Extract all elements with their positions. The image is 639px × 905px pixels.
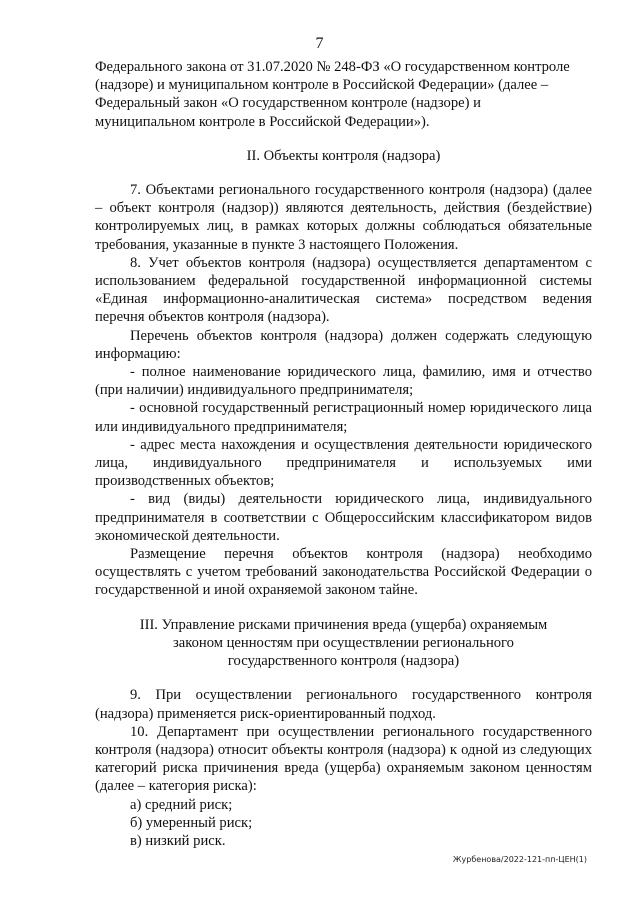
text-line: 7. Объектами регионального государственного контроля (надзора) — [130, 182, 549, 199]
text-line: в) низкий риск. — [130, 832, 226, 849]
list-item-a — [95, 796, 592, 814]
text-line: Федерального закона от 31.07.2020 № 248-ФЗ «О государственном контроле — [95, 59, 570, 75]
text-line: а) средний риск; — [130, 796, 233, 813]
text-line: муниципальном контроле в Российской Федерации»). — [95, 113, 430, 130]
text-line: 10. Департамент при осуществлении регионального государственного — [130, 723, 592, 740]
text-line: 8. Учет объектов контроля (надзора) осуществляется департаментом с — [130, 254, 592, 271]
paragraph-10 — [95, 723, 592, 796]
text-line: о государственной и иной охраняемой законом тайне. — [95, 564, 592, 599]
text-line: - адрес места нахождения и осуществления деятельности юридического — [130, 436, 592, 453]
text-line: - вид (виды) деятельности юридического лица, индивидуального — [130, 491, 592, 508]
text-line: осуществлять с учетом требований законодательства Российской Федерации — [95, 564, 580, 581]
text-line: перечня объектов контроля (надзора). — [95, 309, 330, 326]
text-line: обязательные требования, указанные в пункте 3 настоящего Положения. — [95, 218, 592, 253]
paragraph-continuation — [95, 58, 592, 131]
paragraph-9 — [95, 686, 592, 722]
text-line: (далее – объект контроля (надзор)) являются деятельность, действия — [95, 182, 592, 217]
heading-line: III. Управление рисками причинения вреда (ущерба) охраняемым — [139, 616, 548, 633]
text-line: (бездействие) контролируемых лиц, в рамках которых должны соблюдаться — [95, 200, 592, 235]
list-item — [95, 490, 592, 545]
text-line: использованием федеральной государственной информационной системы — [95, 273, 592, 290]
section-heading-2 — [95, 147, 592, 165]
paragraph-8 — [95, 254, 592, 327]
list-item-b — [95, 814, 592, 832]
text-line: (надзора) применяется риск-ориентированный подход. — [95, 705, 436, 722]
paragraph-7 — [95, 181, 592, 254]
document-body — [95, 58, 592, 850]
list-item-c — [95, 832, 592, 850]
text-line: - основной государственный регистрационный номер юридического — [130, 400, 559, 417]
page-number: 7 — [315, 35, 324, 52]
document-footer-code: Журбенова/2022-121-пп-ЦЕН(1) — [452, 855, 587, 864]
text-line: Перечень объектов контроля (надзора) должен содержать следующую — [130, 327, 592, 344]
section-heading-3 — [95, 616, 592, 671]
text-line: - полное наименование юридического лица, фамилию, имя и отчество — [130, 364, 592, 381]
text-line: следующих категорий риска причинения вреда (ущерба) охраняемым — [95, 741, 592, 777]
list-item — [95, 399, 592, 435]
text-line: производственных объектов; — [95, 473, 275, 490]
text-line: лица, индивидуального предпринимателя и используемых ими — [95, 455, 592, 472]
text-line: предпринимателя в соответствии с Общероссийским классификатором видов — [95, 509, 592, 526]
text-line: (при наличии) индивидуального предпринимателя; — [95, 382, 414, 399]
heading-line: II. Объекты контроля (надзора) — [246, 147, 441, 164]
text-line: 9. При осуществлении регионального государственного контроля — [130, 687, 592, 704]
text-line: б) умеренный риск; — [130, 814, 253, 831]
list-item — [95, 436, 592, 491]
text-line: информацию: — [95, 345, 181, 362]
text-line: законом ценностям (далее – категория риска): — [95, 760, 592, 795]
heading-line: государственного контроля (надзора) — [227, 653, 460, 670]
text-line: контроля (надзора) относит объекты контроля (надзора) к одной из — [95, 741, 516, 758]
text-line: лица или индивидуального предпринимателя; — [95, 400, 592, 435]
heading-line: законом ценностям при осуществлении регионального — [173, 634, 514, 651]
text-line: экономической деятельности. — [95, 527, 280, 544]
paragraph-placement — [95, 545, 592, 600]
list-item — [95, 363, 592, 399]
text-line: Федеральный закон «О государственном контроле (надзоре) и — [95, 95, 481, 112]
paragraph-list-intro — [95, 327, 592, 363]
text-line: «Единая информационно-аналитическая система» посредством ведения — [95, 291, 592, 308]
text-line: (надзоре) и муниципальном контроле в Российской Федерации» (далее – — [95, 77, 549, 94]
text-line: Размещение перечня объектов контроля (надзора) необходимо — [130, 546, 592, 563]
